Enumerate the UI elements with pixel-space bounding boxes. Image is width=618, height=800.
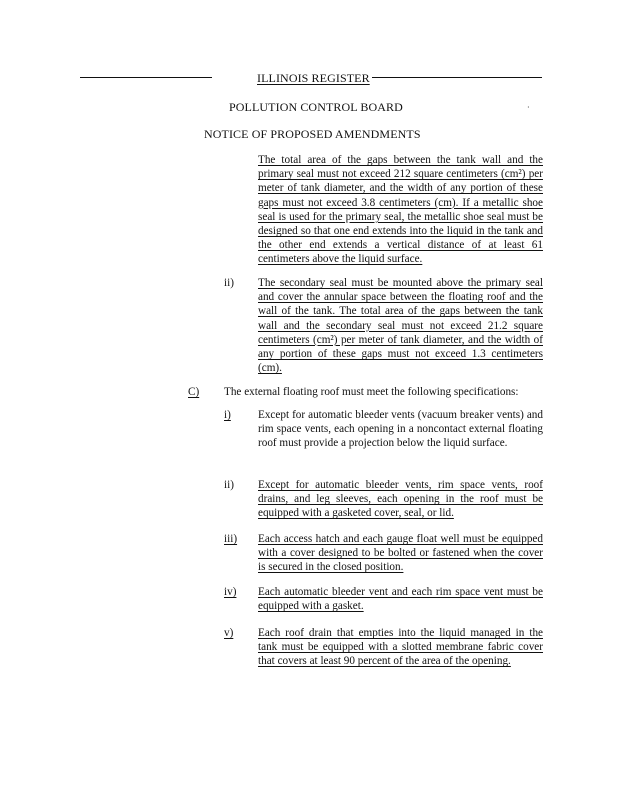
header-rule-left <box>80 77 212 78</box>
c-item-iv-label: iv) <box>224 586 237 598</box>
stray-mark: · <box>527 103 530 112</box>
c-item-iv-text: Each automatic bleeder vent and each rim space vent must be equipped with a gasket. <box>258 586 543 613</box>
section-c-text: The external floating roof must meet the following specifications: <box>224 386 519 398</box>
c-item-iii-text: Each access hatch and each gauge float well must be equipped with a cover designed to be bolted or fastened when the cover is secured in the closed position. <box>258 533 543 574</box>
c-item-iii-label: iii) <box>224 533 238 545</box>
c-item-ii-label: ii) <box>224 479 234 491</box>
intro-paragraph: The total area of the gaps between the tank wall and the primary seal must not exceed 212 square centimeters (cm²) per meter of tank diameter, and the width of any portion of these gaps must not exceed 3.8 centimeters (cm). If a metallic shoe seal is used for the primary seal, the metallic shoe seal must be designed so that one end extends into the liquid in the tank and the other end extends a vertical distance of at least 61 centimeters above the liquid surface. <box>258 154 543 266</box>
board-title: POLLUTION CONTROL BOARD <box>229 100 403 114</box>
item-ii-label: ii) <box>224 277 234 289</box>
c-item-i-text: Except for automatic bleeder vents (vacuum breaker vents) and rim space vents, each opening in a noncontact external floating roof must provide a projection below the liquid surface. <box>258 409 543 450</box>
register-title: ILLINOIS REGISTER <box>257 71 370 85</box>
c-item-ii-text: Except for automatic bleeder vents, rim space vents, roof drains, and leg sleeves, each opening in the roof must be equipped with a gasketed cover, seal, or lid. <box>258 479 543 520</box>
item-ii-text: The secondary seal must be mounted above the primary seal and cover the annular space between the floating roof and the wall of the tank. The total area of the gaps between the tank wall and the secondary seal must not exceed 21.2 square centimeters (cm²) per meter of tank diameter, and the width of any portion of these gaps must not exceed 1.3 centimeters (cm). <box>258 277 543 375</box>
header-rule-right <box>372 77 542 78</box>
c-item-v-text: Each roof drain that empties into the liquid managed in the tank must be equipped with a slotted membrane fabric cover that covers at least 90 percent of the area of the opening. <box>258 627 543 668</box>
section-c-label: C) <box>188 386 200 398</box>
c-item-i-label: i) <box>224 409 231 421</box>
c-item-v-label: v) <box>224 627 234 639</box>
notice-title: NOTICE OF PROPOSED AMENDMENTS <box>204 127 421 141</box>
